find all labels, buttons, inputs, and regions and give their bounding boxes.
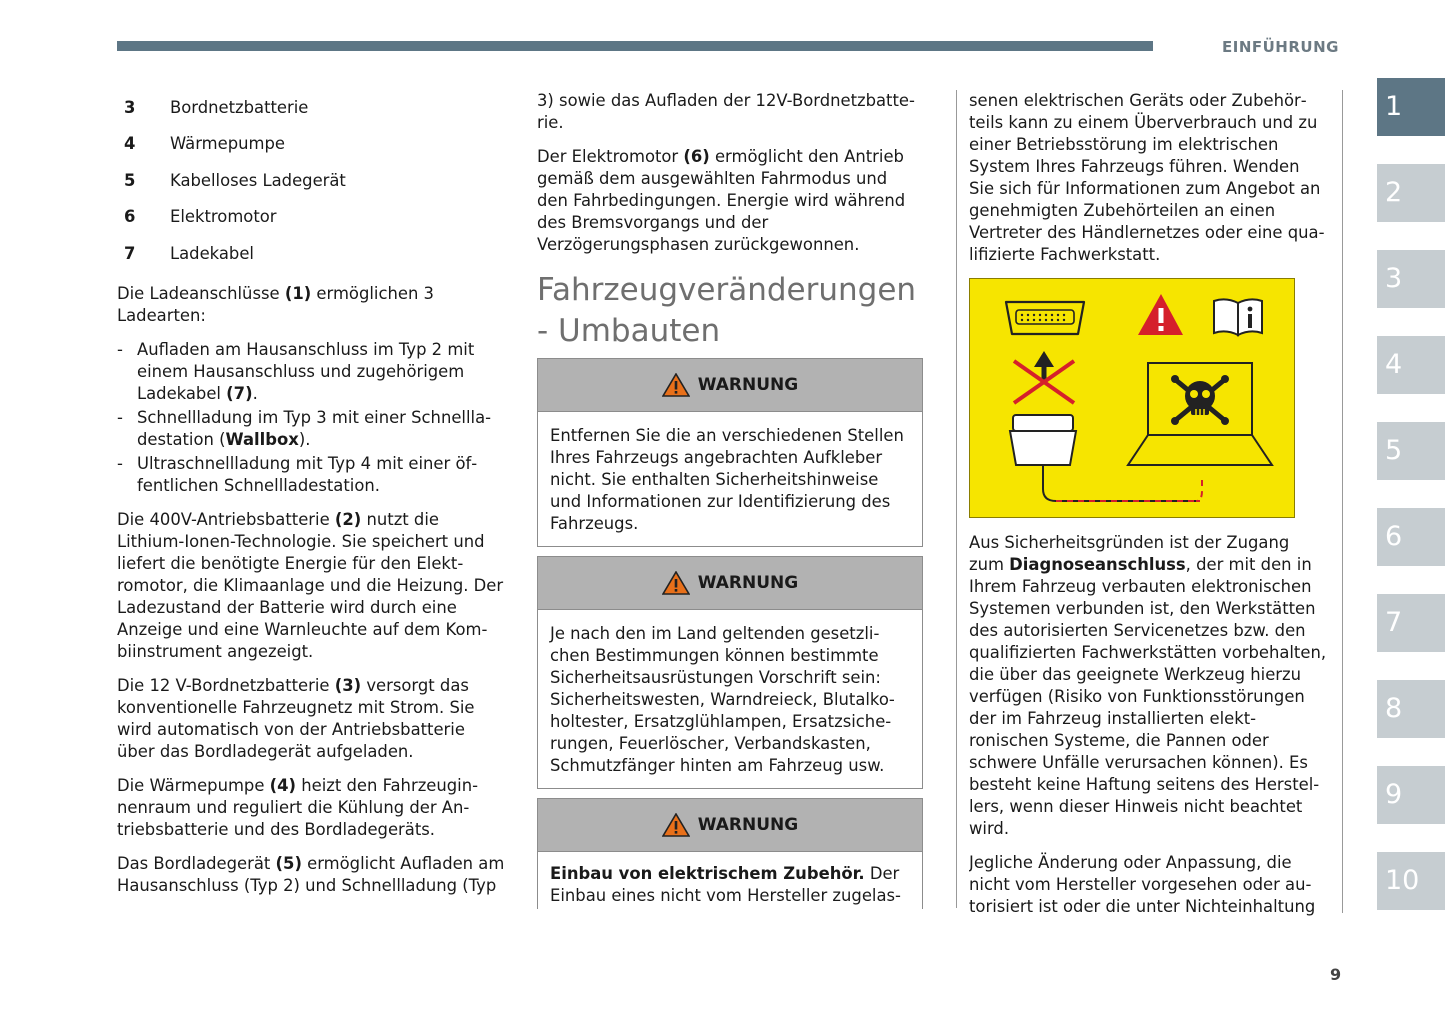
warning-triangle-icon: [662, 571, 690, 595]
paragraph-charging-ports: Die Ladeanschlüsse (1) ermöglichen 3 Ladearten:: [117, 283, 434, 325]
paragraph-diagnostic-port: Aus Sicherheitsgründen ist der Zugang zum Diagnoseanschluss, der mit den in Ihrem Fahrzeug verbauten elektronischen Systemen verbunden ist, den Werkstätten des autorisierten Servicenetzes bzw. den qualifizierten Fachwerkstätten vorbehalten, die über das geeignete Werkzeug hierzu verfügen (Risiko von Funktionsstörungen der im Fahrzeug installierten elektronischen Systeme, die Pannen oder schwere Unfälle verursachen können). Es besteht keine Haftung seitens des Herstellers, wenn dieser Hinweis nicht beachtet wird.: [969, 533, 1327, 838]
paragraph-accessories: senen elektrischen Geräts oder Zubehörteils kann zu einem Überverbrauch und zu einer Betriebsstörung im elektrischen System Ihres Fahrzeugs führen. Wenden Sie sich für Informationen zum Angebot an genehmigten Zubehörteilen an einen Vertreter des Händlernetzes oder eine qualifizierte Fachwerkstatt.: [969, 91, 1325, 264]
diagnostic-warning-illustration: [969, 278, 1295, 518]
middle-column: [537, 90, 921, 362]
paragraph-heat-pump: Die Wärmepumpe (4) heizt den Fahrzeuginnenraum und reguliert die Kühlung der Antriebsbatterie und des Bordladegeräts.: [117, 775, 479, 839]
section-title: EINFÜHRUNG: [1222, 38, 1339, 56]
list-item: - Ultraschnellladung mit Typ 4 mit einer öffentlichen Schnellladestation.: [117, 453, 507, 497]
warning-triangle-icon: [662, 813, 690, 837]
list-item: - Aufladen am Hausanschluss im Typ 2 mit einem Hausanschluss und zugehörigem Ladekabel (7).: [117, 339, 507, 405]
section-heading: Fahrzeugveränderungen - Umbauten: [537, 272, 917, 349]
chapter-tab-7[interactable]: 7: [1377, 594, 1445, 652]
legend-item: [117, 170, 507, 206]
list-item: - Schnellladung im Typ 3 mit einer Schnellladestation (Wallbox).: [117, 407, 507, 451]
legend-number: 4: [124, 134, 136, 154]
header-bar: [117, 41, 1153, 51]
left-column: [117, 97, 507, 909]
warning-header: [538, 799, 922, 852]
legend-label: Elektromotor: [170, 207, 277, 227]
warning-box: [537, 358, 923, 547]
legend-item: [117, 97, 507, 133]
chapter-tab-9[interactable]: 9: [1377, 766, 1445, 824]
legend-number: 7: [124, 243, 136, 263]
legend-item: [117, 133, 507, 169]
warning-header: [538, 557, 922, 610]
right-column: [969, 90, 1329, 278]
warning-box: [537, 556, 923, 789]
legend-item: [117, 243, 507, 279]
obd-connector-icon: [1006, 302, 1084, 334]
warning-text: Einbau von elektrischem Zubehör. Der Einbau eines nicht vom Hersteller zugelas-: [550, 864, 901, 905]
warning-text: Je nach den im Land geltenden gesetzlichen Bestimmungen können bestimmte Sicherheitsausrüstungen Vorschrift sein: Sicherheitswesten, Warndreieck, Blutalkoholtester, Ersatzglühlampen, Ersatzsicherungen, Feuerlöscher, Verbandskasten, Schmutzfänger hinten am Fahrzeug usw.: [550, 624, 895, 775]
chapter-tab-10[interactable]: 10: [1377, 852, 1445, 910]
warning-box: [537, 798, 923, 909]
column-divider: [1342, 90, 1343, 913]
warning-title: WARNUNG: [697, 815, 799, 835]
warning-triangle-icon: [1138, 294, 1183, 335]
manual-info-icon: [1214, 299, 1262, 335]
legend-number: 5: [124, 170, 136, 190]
chapter-tab-1[interactable]: 1: [1377, 78, 1445, 136]
connection-line: [1196, 475, 1202, 501]
chapter-tab-8[interactable]: 8: [1377, 680, 1445, 738]
chapter-tab-3[interactable]: 3: [1377, 250, 1445, 308]
warning-header: [538, 359, 922, 412]
right-column-lower: [969, 532, 1329, 916]
chapter-tab-2[interactable]: 2: [1377, 164, 1445, 222]
legend-item: [117, 206, 507, 242]
legend-number: 6: [124, 207, 136, 227]
legend-label: Ladekabel: [170, 243, 254, 263]
paragraph-modifications: Jegliche Änderung oder Anpassung, die nicht vom Hersteller vorgesehen oder autorisiert ist oder die unter Nichteinhaltung: [969, 853, 1316, 916]
no-upload-icon: [1014, 351, 1074, 403]
legend-label: Kabelloses Ladegerät: [170, 170, 346, 190]
warning-title: WARNUNG: [697, 375, 799, 395]
paragraph-onboard-charger: Das Bordladegerät (5) ermöglicht Aufladen am Hausanschluss (Typ 2) und Schnellladung (Typ: [117, 853, 505, 895]
paragraph-traction-battery: Die 400V-Antriebsbatterie (2) nutzt die Lithium-Ionen-Technologie. Sie speichert und liefert die benötigte Energie für den Elektromotor, die Klimaanlage und die Heizung. Der Ladezustand der Batterie wird durch eine Anzeige und eine Warnleuchte auf dem Kombiinstrument angezeigt.: [117, 509, 504, 661]
legend-number: 3: [124, 98, 136, 117]
column-divider: [956, 90, 957, 908]
chapter-tab-5[interactable]: 5: [1377, 422, 1445, 480]
warning-title: WARNUNG: [697, 573, 799, 593]
legend-list: [117, 97, 507, 279]
chapter-tab-4[interactable]: 4: [1377, 336, 1445, 394]
warning-triangle-icon: [662, 373, 690, 397]
legend-label: Bordnetzbatterie: [170, 98, 309, 117]
page-number: 9: [1330, 965, 1342, 984]
charging-modes-list: [117, 339, 507, 497]
chapter-tab-6[interactable]: 6: [1377, 508, 1445, 566]
legend-label: Wärmepumpe: [170, 134, 285, 154]
paragraph-12v-charging: 3) sowie das Aufladen der 12V-Bordnetzbatterie.: [537, 91, 915, 132]
warning-text: Entfernen Sie die an verschiedenen Stellen Ihres Fahrzeugs angebrachten Aufkleber nicht. Sie enthalten Sicherheitshinweise und Informationen zur Identifizierung des Fahrzeugs.: [550, 426, 904, 533]
paragraph-electric-motor: Der Elektromotor (6) ermöglicht den Antrieb gemäß dem ausgewählten Fahrmodus und den Fahrbedingungen. Energie wird während des Bremsvorgangs und der Verzögerungsphasen zurückgewonnen.: [537, 147, 906, 254]
paragraph-12v-battery: Die 12 V-Bordnetzbatterie (3) versorgt das konventionelle Fahrzeugnetz mit Strom. Sie wird automatisch von der Antriebsbatterie über das Bordladegerät aufgeladen.: [117, 675, 475, 761]
